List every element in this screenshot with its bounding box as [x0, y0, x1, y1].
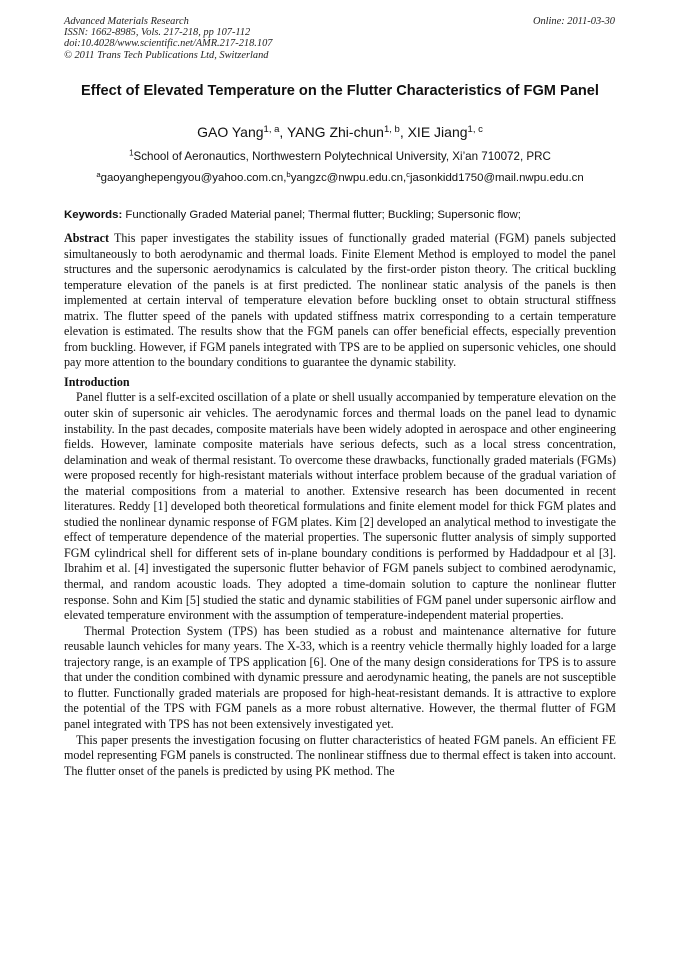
doi: doi:10.4028/www.scientific.net/AMR.217-218.107	[64, 38, 273, 50]
affiliation-text: School of Aeronautics, Northwestern Polytechnical University, Xi’an 710072, PRC	[133, 150, 551, 163]
journal-name: Advanced Materials Research	[64, 16, 189, 27]
copyright: © 2011 Trans Tech Publications Ltd, Switzerland	[64, 49, 269, 61]
intro-paragraph: Panel flutter is a self-excited oscillation of a plate or shell usually accompanied by temperature elevation on the outer skin of supersonic air vehicles. The aerodynamic forces and thermal loads on the panel lead to dynamic instability. In the past decades, composite materials have been widely adopted in aerospace and other engineering fields. However, laminate composite materials have serious defects, such as a local stress concentration, delamination and weak of thermal resistant. To overcome these drawbacks, functionally graded materials (FGMs) were proposed recently for high-resistant materials without interface problem because of the gradual variation of the material compositions from a material to another. Extensive research has been documented in recent literatures. Reddy [1] developed both theoretical formulations and finite element model for thick FGM plates and studied the nonlinear dynamic response of FGM plates. Kim [2] developed an analytical method to investigate the effect of temperature dependence of the material properties. The supersonic flutter analysis of simply supported FGM cylindrical shell for different sets of in-plane boundary conditions is performed by Haddadpour et al [3]. Ibrahim et al. [4] investigated the supersonic flutter behavior of FGM panels subject to combined aerodynamic, thermal, and random acoustic loads. They adopted a time-domain solution to capture the nonlinear flutter response. Sohn and Kim [5] studied the static and dynamic stabilities of FGM panel under supersonic airflow and elevated temperature environment with the assumption of temperature-independent material properties.	[64, 390, 616, 623]
author-name: YANG Zhi-chun	[286, 124, 384, 140]
running-header	[64, 16, 272, 61]
paper-title: Effect of Elevated Temperature on the Flutter Characteristics of FGM Panel	[81, 83, 599, 99]
body-text	[64, 231, 616, 779]
author-affiliation-mark: 1, c	[467, 123, 483, 135]
intro-paragraph: This paper presents the investigation focusing on flutter characteristics of heated FGM panels. An efficient FE model representing FGM panels is constructed. The nonlinear stiffness due to thermal effect is taken into account. The flutter onset of the panels is predicted by using PK method. The	[64, 732, 616, 778]
affiliation	[64, 150, 616, 164]
abstract	[64, 231, 616, 371]
section-heading-introduction: Introduction	[64, 374, 130, 389]
email-mark: a	[96, 169, 101, 179]
issn: ISSN: 1662-8985, Vols. 217-218, pp 107-112	[64, 27, 251, 39]
abstract-label: Abstract	[64, 231, 110, 245]
author-affiliation-mark: 1, b	[383, 123, 400, 135]
email-link[interactable]: gaoyanghepengyou@yahoo.com.cn	[100, 172, 284, 184]
email-link[interactable]: jasonkidd1750@mail.nwpu.edu.cn	[409, 172, 584, 184]
email-link[interactable]: yangzc@nwpu.edu.cn	[290, 172, 403, 184]
keywords-text: Functionally Graded Material panel; Thermal flutter; Buckling; Supersonic flow;	[125, 209, 521, 221]
author-name: XIE Jiang	[407, 124, 468, 140]
email-separator: ,	[283, 172, 287, 184]
keywords-label: Keywords:	[64, 209, 123, 221]
author-separator: ,	[399, 124, 404, 140]
email-mark: c	[406, 169, 410, 179]
author-separator: ,	[279, 124, 284, 140]
email-separator: ,	[402, 172, 407, 184]
email-mark: b	[286, 169, 291, 179]
abstract-text: This paper investigates the stability issues of functionally graded material (FGM) panels subjected simultaneously to both aerodynamic and thermal loads. Finite Element Method is employed to model the panel structures and the supersonic aerodynamics is calculated by the first-order piston theory. The critical buckling temperature elevation of the panels is at first predicted. The nonlinear static analysis of the panels is then implemented at certain interval of temperature elevation before buckling onset to obtain structural stiffness matrix. The flutter speed of the panels with updated stiffness matrix corresponding to a certain temperature elevation is estimated. The results show that the FGM panels can offer beneficial effects, especially prevention from buckling. However, if FGM panels integrated with TPS are to be applied on supersonic vehicles, one should pay more attention to the boundary conditions to guarantee the dynamic stability.	[64, 231, 616, 370]
author-affiliation-mark: 1, a	[263, 123, 280, 135]
affiliation-mark: 1	[129, 148, 134, 158]
author-name: GAO Yang	[197, 124, 264, 140]
author-emails	[64, 171, 616, 185]
author-list	[64, 124, 616, 140]
keywords	[64, 208, 616, 222]
intro-paragraph: Thermal Protection System (TPS) has been studied as a robust and maintenance alternative for future reusable launch vehicles for many years. The X-33, which is a reentry vehicle thermally highly loaded for a large trajectory range, is an example of TPS application [6]. One of the many design considerations for TPS is to assure that under the condition combined with dynamic pressure and aerodynamic heating, the panels are not susceptible to flutter. Functionally graded materials are proposed for high-heat-resistant demands. It is attractive to explore the potential of the TPS with FGM panels as a more robust alternative. However, the thermal flutter of FGM panel integrated with TPS has not been extensively investigated yet.	[64, 623, 616, 731]
online-date: Online: 2011-03-30	[532, 16, 615, 27]
